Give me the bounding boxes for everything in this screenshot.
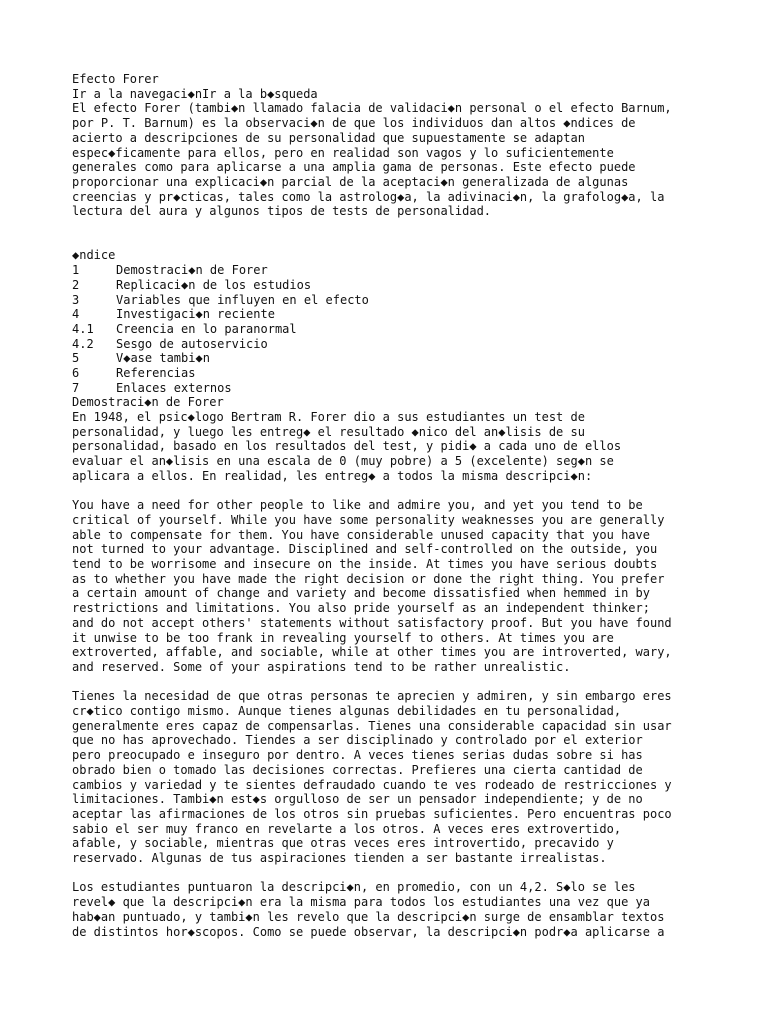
paragraph-line: limitaciones. Tambi◆n est◆s orgulloso de ser un pensador independiente; y de no	[72, 792, 643, 807]
toc-item[interactable]	[72, 366, 768, 381]
paragraph-line: En 1948, el psic◆logo Bertram R. Forer dio a sus estudiantes un test de	[72, 410, 585, 425]
toc-number: 4.1	[72, 321, 94, 336]
toc-number: 7	[72, 380, 80, 395]
paragraph-line: not turned to your advantage. Disciplined and self-controlled on the outside, you	[72, 542, 658, 557]
toc-label: Enlaces externos	[116, 380, 232, 395]
paragraph-line: and do not accept others' statements without satisfactory proof. But you have found	[72, 615, 672, 630]
paragraph-line: and reserved. Some of your aspirations tend to be rather unrealistic.	[72, 659, 571, 674]
closing-paragraph	[72, 880, 768, 939]
paragraph-line: revel◆ que la descripci◆n era la misma para todos los estudiantes una vez que ya	[72, 895, 650, 910]
english-description-paragraph	[72, 498, 768, 674]
toc-label: Variables que influyen en el efecto	[116, 292, 369, 307]
paragraph-line: El efecto Forer (tambi◆n llamado falacia de validaci◆n personal o el efecto Barnum,	[72, 101, 672, 116]
spanish-description-paragraph	[72, 689, 768, 865]
paragraph-line: espec◆ficamente para ellos, pero en realidad son vagos y lo suficientemente	[72, 145, 614, 160]
paragraph-line: creencias y pr◆cticas, tales como la astrolog◆a, la adivinaci◆n, la grafolog◆a, la	[72, 189, 665, 204]
toc-label: Replicaci◆n de los estudios	[116, 277, 312, 292]
toc-number: 3	[72, 292, 80, 307]
paragraph-line: proporcionar una explicaci◆n parcial de la aceptaci◆n generalizada de algunas	[72, 174, 629, 189]
toc-item[interactable]	[72, 278, 768, 293]
paragraph-line: generalmente eres capaz de compensarlas. Tienes una considerable capacidad sin usar	[72, 718, 672, 733]
paragraph-line: as to whether you have made the right decision or done the right thing. You prefer	[72, 571, 665, 586]
paragraph-line: tend to be worrisome and insecure on the inside. At times you have serious doubts	[72, 557, 658, 572]
paragraph-line: aplicara a ellos. En realidad, les entreg◆ a todos la misma descripci◆n:	[72, 468, 593, 483]
toc-label: V◆ase tambi◆n	[116, 351, 210, 366]
paragraph-line: it unwise to be too frank in revealing yourself to others. At times you are	[72, 630, 614, 645]
toc-label: Investigaci◆n reciente	[116, 307, 275, 322]
paragraph-line: able to compensate for them. You have considerable unused capacity that you have	[72, 527, 650, 542]
paragraph-line: de distintos hor◆scopos. Como se puede observar, la descripci◆n podr◆a aplicarse a	[72, 924, 665, 939]
paragraph-line: extroverted, affable, and sociable, while at other times you are introverted, wary,	[72, 645, 672, 660]
toc-item[interactable]	[72, 307, 768, 322]
paragraph-line: reservado. Algunas de tus aspiraciones tienden a ser bastante irrealistas.	[72, 851, 607, 866]
section-heading: Demostraci◆n de Forer	[72, 395, 224, 410]
toc-label: Demostraci◆n de Forer	[116, 263, 268, 278]
intro-paragraph	[72, 101, 768, 219]
paragraph-line: critical of yourself. While you have some personality weaknesses you are generally	[72, 512, 665, 527]
paragraph-line: afable, y sociable, mientras que otras veces eres introvertido, precavido y	[72, 836, 614, 851]
toc-item[interactable]	[72, 351, 768, 366]
toc-number: 6	[72, 365, 80, 380]
paragraph-line: cr◆tico contigo mismo. Aunque tienes algunas debilidades en tu personalidad,	[72, 704, 622, 719]
paragraph-line: evaluar el an◆lisis en una escala de 0 (muy pobre) a 5 (excelente) seg◆n se	[72, 454, 614, 469]
paragraph-line: cambios y variedad y te sientes defraudado cuando te ves rodeado de restricciones y	[72, 777, 672, 792]
toc-number: 4.2	[72, 336, 94, 351]
paragraph-line: You have a need for other people to like and admire you, and yet you tend to be	[72, 498, 643, 513]
toc-item[interactable]	[72, 322, 768, 337]
paragraph-line: generales como para aplicarse a una amplia gama de personas. Este efecto puede	[72, 160, 636, 175]
table-of-contents	[72, 263, 768, 395]
paragraph-line: obrado bien o tomado las decisiones correctas. Prefieres una cierta cantidad de	[72, 762, 643, 777]
toc-label: Sesgo de autoservicio	[116, 336, 268, 351]
paragraph-line: por P. T. Barnum) es la observaci◆n de que los individuos dan altos ◆ndices de	[72, 116, 636, 131]
toc-number: 4	[72, 307, 80, 322]
toc-item[interactable]	[72, 263, 768, 278]
paragraph-line: Los estudiantes puntuaron la descripci◆n, en promedio, con un 4,2. S◆lo se les	[72, 880, 636, 895]
paragraph-line: Tienes la necesidad de que otras personas te aprecien y admiren, y sin embargo eres	[72, 689, 672, 704]
toc-item[interactable]	[72, 337, 768, 352]
toc-number: 2	[72, 277, 80, 292]
toc-item[interactable]	[72, 293, 768, 308]
toc-label: Creencia en lo paranormal	[116, 321, 297, 336]
page-title: Efecto Forer	[72, 72, 159, 86]
paragraph-line: lectura del aura y algunos tipos de tests de personalidad.	[72, 204, 492, 219]
paragraph-line: que no has aprovechado. Tiendes a ser disciplinado y controlado por el exterior	[72, 733, 643, 748]
section-intro-paragraph	[72, 410, 768, 484]
paragraph-line: acierto a descripciones de su personalidad que supuestamente se adaptan	[72, 130, 585, 145]
toc-item[interactable]	[72, 381, 768, 396]
paragraph-line: personalidad, basado en los resultados del test, y pidi◆ a cada uno de ellos	[72, 439, 622, 454]
toc-label: Referencias	[116, 365, 196, 380]
paragraph-line: a certain amount of change and variety and become dissatisfied when hemmed in by	[72, 586, 650, 601]
toc-number: 1	[72, 263, 80, 278]
paragraph-line: personalidad, y luego les entreg◆ el resultado ◆nico del an◆lisis de su	[72, 424, 585, 439]
nav-skip-links[interactable]: Ir a la navegaci◆nIr a la b◆squeda	[72, 86, 318, 101]
paragraph-line: hab◆an puntuado, y tambi◆n les revelo que la descripci◆n surge de ensamblar textos	[72, 909, 665, 924]
paragraph-line: aceptar las afirmaciones de los otros sin pruebas suficientes. Pero encuentras poco	[72, 806, 672, 821]
toc-number: 5	[72, 351, 80, 366]
paragraph-line: restrictions and limitations. You also pride yourself as an independent thinker;	[72, 601, 650, 616]
toc-heading: ◆ndice	[72, 248, 116, 263]
paragraph-line: pero preocupado e inseguro por dentro. A veces tienes serias dudas sobre si has	[72, 748, 643, 763]
paragraph-line: sabio el ser muy franco en revelarte a los otros. A veces eres extrovertido,	[72, 821, 622, 836]
